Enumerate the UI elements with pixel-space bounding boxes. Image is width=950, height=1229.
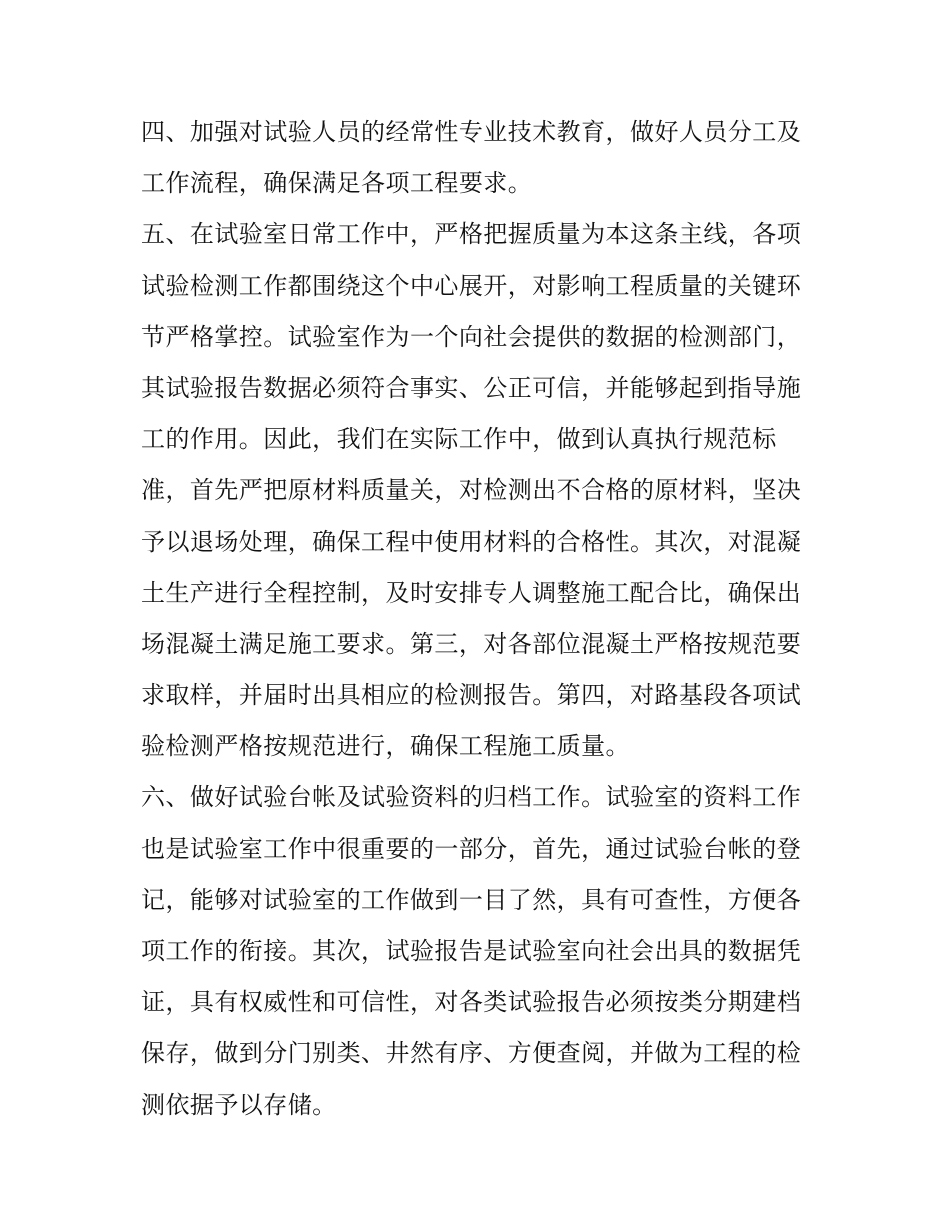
text-line: 测依据予以存储。 [141, 1090, 337, 1119]
text-line: 试验检测工作都围绕这个中心展开，对影响工程质量的关键环 [141, 271, 802, 300]
text-line: 证，具有权威性和可信性，对各类试验报告必须按类分期建档 [141, 988, 802, 1017]
text-line: 节严格掌控。试验室作为一个向社会提供的数据的检测部门， [141, 322, 802, 351]
text-line: 工的作用。因此，我们在实际工作中，做到认真执行规范标 [141, 425, 777, 454]
text-line: 求取样，并届时出具相应的检测报告。第四，对路基段各项试 [141, 681, 802, 710]
text-line: 验检测严格按规范进行，确保工程施工质量。 [141, 732, 630, 761]
text-line: 四、加强对试验人员的经常性专业技术教育，做好人员分工及 [141, 118, 802, 146]
text-line: 土生产进行全程控制，及时安排专人调整施工配合比，确保出 [141, 578, 802, 607]
text-line: 也是试验室工作中很重要的一部分，首先，通过试验台帐的登 [141, 834, 802, 863]
text-line: 保存，做到分门别类、井然有序、方便查阅，并做为工程的检 [141, 1039, 802, 1068]
text-line: 予以退场处理，确保工程中使用材料的合格性。其次，对混凝 [141, 527, 802, 556]
body-text [141, 107, 821, 1131]
text-line: 准，首先严把原材料质量关，对检测出不合格的原材料，坚决 [141, 476, 802, 505]
text-line: 六、做好试验台帐及试验资料的归档工作。试验室的资料工作 [141, 783, 802, 812]
text-line: 其试验报告数据必须符合事实、公正可信，并能够起到指导施 [141, 373, 802, 402]
text-line: 场混凝土满足施工要求。第三，对各部位混凝土严格按规范要 [141, 629, 802, 658]
text-line: 项工作的衔接。其次，试验报告是试验室向社会出具的数据凭 [141, 937, 802, 965]
text-line: 工作流程，确保满足各项工程要求。 [141, 169, 533, 198]
text-line: 五、在试验室日常工作中，严格把握质量为本这条主线，各项 [141, 220, 802, 249]
text-line: 记，能够对试验室的工作做到一目了然，具有可查性，方便各 [141, 885, 802, 914]
